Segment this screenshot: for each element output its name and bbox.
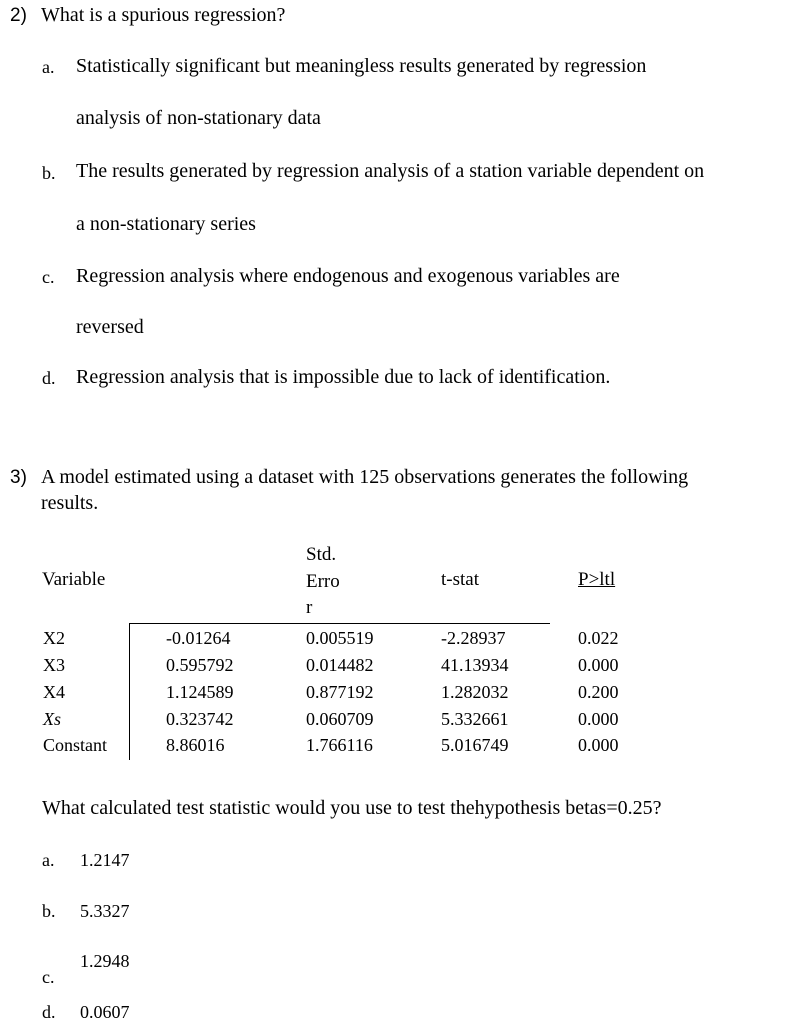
row-2-coef: 0.595792 bbox=[166, 655, 234, 675]
question-2-text: What is a spurious regression? bbox=[41, 4, 286, 26]
row-4-coef: 0.323742 bbox=[166, 709, 234, 729]
q2-option-b-line2: a non-stationary series bbox=[76, 213, 256, 235]
header-stderr-line3: r bbox=[306, 597, 313, 618]
row-1-coef: -0.01264 bbox=[166, 628, 231, 648]
row-1-stderr: 0.005519 bbox=[306, 628, 374, 648]
q2-option-b-letter: b. bbox=[42, 163, 56, 183]
row-1-variable: X2 bbox=[43, 628, 65, 648]
header-stderr-line2: Erro bbox=[306, 571, 340, 592]
q2-option-c-line2: reversed bbox=[76, 316, 144, 338]
row-2-stderr: 0.014482 bbox=[306, 655, 374, 675]
q2-option-c-letter: c. bbox=[42, 267, 55, 287]
q3-option-c-letter: c. bbox=[42, 967, 55, 987]
question-3-prompt: What calculated test statistic would you use to test thehypothesis betas=0.25? bbox=[42, 797, 662, 819]
row-5-coef: 8.86016 bbox=[166, 735, 225, 755]
q3-option-d-letter: d. bbox=[42, 1002, 56, 1022]
row-5-pvalue: 0.000 bbox=[578, 735, 619, 755]
table-header-rule bbox=[130, 623, 550, 624]
question-2-number: 2) bbox=[10, 5, 27, 26]
row-2-variable: X3 bbox=[43, 655, 65, 675]
header-pvalue: P>ltl bbox=[578, 569, 616, 590]
row-1-pvalue: 0.022 bbox=[578, 628, 619, 648]
q3-option-c-value: 1.2948 bbox=[80, 951, 130, 971]
q2-option-a-line2: analysis of non-stationary data bbox=[76, 107, 321, 129]
row-5-variable: Constant bbox=[43, 735, 108, 755]
row-3-stderr: 0.877192 bbox=[306, 682, 374, 702]
row-4-stderr: 0.060709 bbox=[306, 709, 374, 729]
table-column-rule bbox=[129, 623, 130, 760]
row-2-pvalue: 0.000 bbox=[578, 655, 619, 675]
header-variable: Variable bbox=[42, 569, 106, 590]
q3-option-a-letter: a. bbox=[42, 850, 55, 870]
q2-option-a-line1: Statistically significant but meaningless results generated by regression bbox=[76, 55, 647, 77]
q3-option-a-value: 1.2147 bbox=[80, 850, 130, 870]
row-4-variable: Xs bbox=[43, 709, 61, 729]
q2-option-b-line1: The results generated by regression analysis of a station variable dependent on bbox=[76, 160, 705, 182]
row-2-tstat: 41.13934 bbox=[441, 655, 509, 675]
row-4-tstat: 5.332661 bbox=[441, 709, 509, 729]
q2-option-a-letter: a. bbox=[42, 57, 55, 77]
row-5-stderr: 1.766116 bbox=[306, 735, 373, 755]
row-3-coef: 1.124589 bbox=[166, 682, 234, 702]
q2-option-d-line1: Regression analysis that is impossible due to lack of identification. bbox=[76, 366, 611, 388]
q2-option-c-line1: Regression analysis where endogenous and exogenous variables are bbox=[76, 265, 620, 287]
row-3-tstat: 1.282032 bbox=[441, 682, 509, 702]
question-3-text-line2: results. bbox=[41, 492, 99, 514]
q3-option-d-value: 0.0607 bbox=[80, 1002, 130, 1022]
question-3-number: 3) bbox=[10, 467, 27, 488]
header-tstat: t-stat bbox=[441, 569, 479, 590]
q3-option-b-letter: b. bbox=[42, 901, 56, 921]
q2-option-d-letter: d. bbox=[42, 368, 56, 388]
question-3-text-line1: A model estimated using a dataset with 125 observations generates the following bbox=[41, 466, 689, 488]
q3-option-b-value: 5.3327 bbox=[80, 901, 130, 921]
header-stderr-line1: Std. bbox=[306, 544, 337, 565]
row-3-pvalue: 0.200 bbox=[578, 682, 619, 702]
row-5-tstat: 5.016749 bbox=[441, 735, 509, 755]
row-1-tstat: -2.28937 bbox=[441, 628, 506, 648]
row-4-pvalue: 0.000 bbox=[578, 709, 619, 729]
row-3-variable: X4 bbox=[43, 682, 65, 702]
